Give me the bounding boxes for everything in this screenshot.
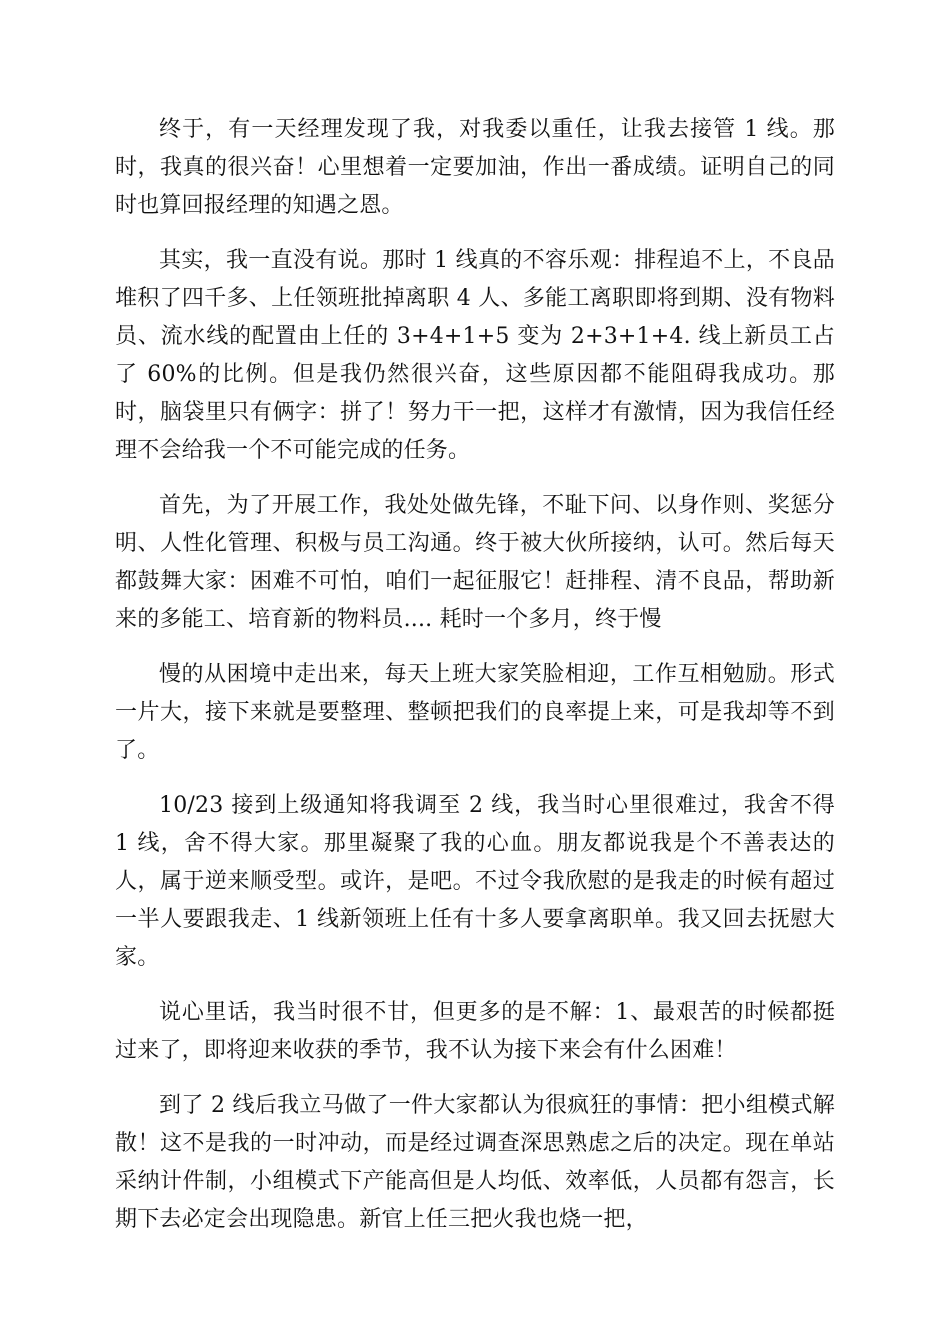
- paragraph: 到了 2 线后我立马做了一件大家都认为很疯狂的事情：把小组模式解散！这不是我的一时冲动，而是经过调查深思熟虑之后的决定。现在单站采纳计件制，小组模式下产能高但是人均低、效率低，人员都有怨言，长期下去必定会出现隐患。新官上任三把火我也烧一把，: [115, 1093, 835, 1232]
- paragraph: 首先，为了开展工作，我处处做先锋，不耻下问、以身作则、奖惩分明、人性化管理、积极与员工沟通。终于被大伙所接纳，认可。然后每天都鼓舞大家：困难不可怕，咱们一起征服它！赶排程、清不良品，帮助新来的多能工、培育新的物料员.... 耗时一个多月，终于慢: [115, 493, 835, 632]
- paragraph: 其实，我一直没有说。那时 1 线真的不容乐观：排程追不上，不良品堆积了四千多、上任领班批掉离职 4 人、多能工离职即将到期、没有物料员、流水线的配置由上任的 3+4+1+5 变为 2+3+1+4. 线上新员工占了 60%的比例。但是我仍然很兴奋，这些原因都不能阻碍我成功。那时，脑袋里只有俩字：拼了！努力干一把，这样才有激情，因为我信任经理不会给我一个不可能完成的任务。: [115, 248, 835, 463]
- paragraph: 说心里话，我当时很不甘，但更多的是不解：1、最艰苦的时候都挺过来了，即将迎来收获的季节，我不认为接下来会有什么困难！: [115, 1000, 835, 1063]
- paragraph: 终于，有一天经理发现了我，对我委以重任，让我去接管 1 线。那时，我真的很兴奋！心里想着一定要加油，作出一番成绩。证明自己的同时也算回报经理的知遇之恩。: [115, 117, 835, 218]
- paragraph: 慢的从困境中走出来，每天上班大家笑脸相迎，工作互相勉励。形式一片大，接下来就是要整理、整顿把我们的良率提上来，可是我却等不到了。: [115, 662, 835, 763]
- paragraph: 10/23 接到上级通知将我调至 2 线，我当时心里很难过，我舍不得 1 线，舍不得大家。那里凝聚了我的心血。朋友都说我是个不善表达的人，属于逆来顺受型。或许，是吧。不过令我欣慰的是我走的时候有超过一半人要跟我走、1 线新领班上任有十多人要拿离职单。我又回去抚慰大家。: [115, 793, 843, 970]
- document-body: [115, 111, 843, 1256]
